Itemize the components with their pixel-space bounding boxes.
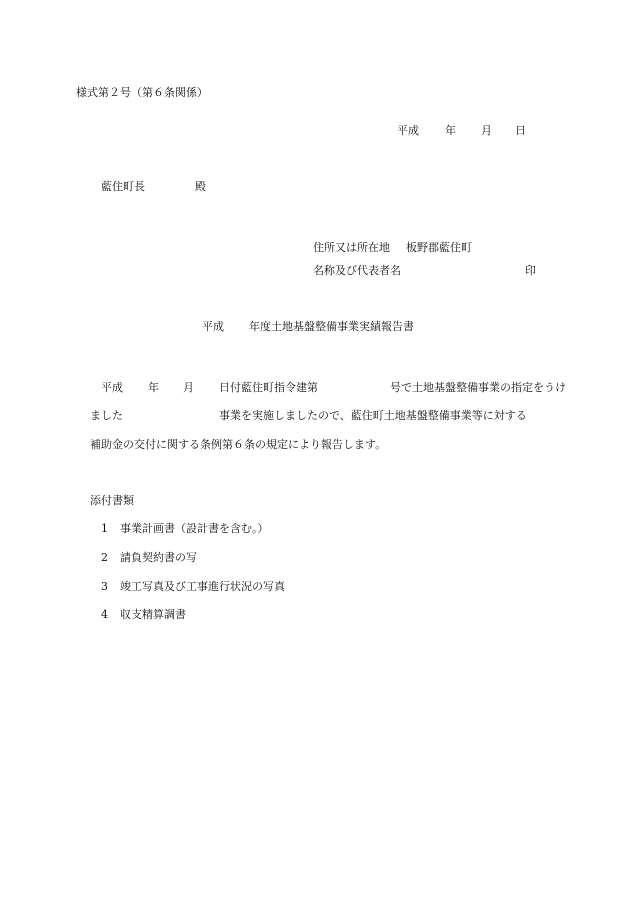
attachment-number: 3 <box>101 580 108 593</box>
body-year-label: 年 <box>148 381 159 394</box>
address-value: 板野郡藍住町 <box>406 241 472 254</box>
attachment-number: 1 <box>101 522 108 535</box>
date-year-label: 年 <box>445 124 456 137</box>
form-label: 様式第２号（第６条関係） <box>76 86 208 99</box>
addressee-honorific: 殿 <box>195 180 206 193</box>
attachment-text: 請負契約書の写 <box>120 551 197 564</box>
title-text: 年度土地基盤整備事業実績報告書 <box>249 320 414 333</box>
attachment-text: 収支精算調書 <box>120 608 186 621</box>
body-line1-part2: 号で土地基盤整備事業の指定をうけ <box>390 381 566 394</box>
attachment-number: 4 <box>101 608 108 621</box>
body-line3: 補助金の交付に関する条例第６条の規定により報告します。 <box>90 438 387 451</box>
address-label: 住所又は所在地 <box>313 241 390 254</box>
body-line2-start: ました <box>90 409 123 422</box>
attachments-heading: 添付書類 <box>90 494 134 507</box>
addressee-name: 藍住町長 <box>101 180 145 193</box>
body-line1-part1: 日付藍住町指令建第 <box>219 381 318 394</box>
title-era: 平成 <box>202 320 224 333</box>
name-label: 名称及び代表者名 <box>313 264 401 277</box>
date-month-label: 月 <box>481 124 492 137</box>
attachment-text: 事業計画書（設計書を含む。） <box>120 522 269 535</box>
body-line2-rest: 事業を実施しましたので、藍住町土地基盤整備事業等に対する <box>219 409 527 422</box>
attachment-text: 竣工写真及び工事進行状況の写真 <box>120 580 285 593</box>
body-month-label: 月 <box>183 381 194 394</box>
date-era: 平成 <box>397 124 419 137</box>
date-day-label: 日 <box>515 124 526 137</box>
body-era: 平成 <box>101 381 123 394</box>
seal-mark: 印 <box>525 264 536 277</box>
attachment-number: 2 <box>101 551 108 564</box>
